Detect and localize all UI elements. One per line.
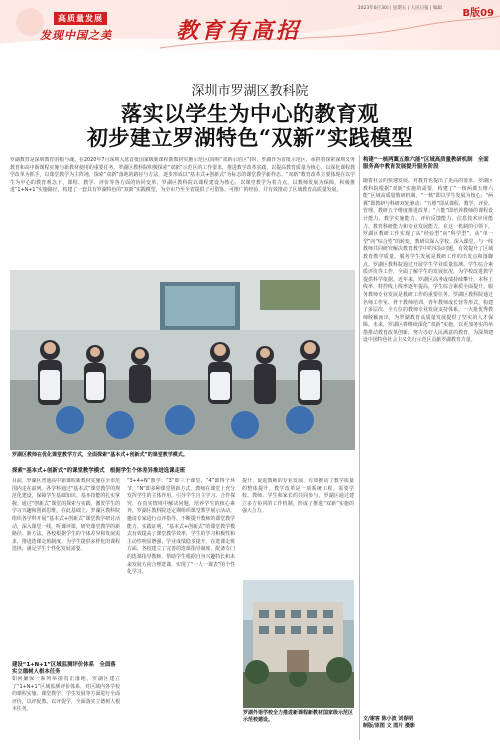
series-slogan: 发现中国之美 <box>40 29 112 42</box>
body-column-1: 目前，罗湖区普通高中新课程新教材实施在全市范围内走在前列。各学科通过“基本式”课堂教学的规范化建设，保障学生基础知识、基本技能的扎实掌握；通过“创新式”课堂的探索与实践，激发学生的学习兴趣和创新思维。在此基础上，罗湖区教科院组织各学科开展“基本式+创新式”课堂教学研讨活动，深入课堂一线，听课评课，研究课堂教学的新路径、新方法。各校根据学生的个体差异和发展需求，推进选课走班制度，为学生提供多样化的课程选择，满足学生个性化发展需要。 <box>12 478 120 553</box>
school-building-photo <box>243 580 354 708</box>
author-line-1: 文/谢客 陈小波 刘春明 <box>363 716 414 722</box>
author-credits <box>363 716 493 730</box>
article-kicker: 深圳市罗湖区教科院 <box>191 84 309 99</box>
page-number: B版09 <box>462 8 494 19</box>
classroom-photo-illustration <box>10 270 355 450</box>
column-divider <box>359 155 360 740</box>
headline-line-1: 落实以学生为中心的教育观 <box>121 101 379 126</box>
right-column-heading: 构建“一核两翼五维六能”区域高质量教研机制 全面服务高中教育发展提升服务阶段 <box>363 157 489 170</box>
classroom-photo <box>10 270 355 450</box>
author-line-2: 制版/原图 文 图片 摄影 <box>363 723 416 729</box>
section-title: 教育有高招 <box>176 18 302 44</box>
body-column-1-continued: 如何确保一系列举措真正落地，罗湖区建立了“1+N+1”区域监测评价体系，对区域内各学校的课程实施、课堂教学、学生发展等方面进行全面评价，以评促教、以评促学，全面落实立德树人根本任务。 <box>12 676 120 713</box>
right-column-body: 随着社会的快速发展，对教育也提出了更高的要求。罗湖区教科院根据“双新”实施的需要，构建了“一核两翼五维六能”区域高质量教研机制。“一核”即以学生发展为核心；“两翼”即教研与科研双轮驱动；“五维”即从课程、教学、评价、管理、教研五个维度推进改革；“六能”即培养教师的课程设计能力、教学实施能力、评价反馈能力、信息技术应用能力、教育科研能力和专业发展能力。在这一机制的引领下，罗湖区教研工作实现了从“经验型”向“科学型”、从“单一型”向“综合型”的转变。教研员深入学校、深入课堂，与一线教师共同研究解决教育教学中的实际问题，有效提升了区域教育教学质量。服务学生发展是教研工作的出发点和落脚点。罗湖区教科院通过开展学生学业质量监测、学生综合素质评价等工作，全面了解学生的发展状况，为学校改进教学提供科学依据。近年来，罗湖区高考成绩持续攀升，本科上线率、特控线上线率逐年提高，学生综合素质全面提升。服务教师专业发展是教研工作的重要任务。罗湖区教科院通过名师工作室、骨干教师培训、青年教师成长营等形式，构建了多层次、全方位的教师专业发展支持体系，一大批优秀教师脱颖而出，为罗湖教育高质量发展提供了坚实的人才保障。未来，罗湖区将继续深化“双新”实施，以更加务实的举措推动教育改革创新，努力办好人民满意的教育，为深圳建设中国特色社会主义先行示范区贡献罗湖教育力量。 <box>363 178 493 344</box>
section-heading-evaluation-system: 建设“1+N+1”区域监测评价体系 全面落实立德树人根本任务 <box>12 662 116 675</box>
school-building-photo-caption: 罗湖外语学校全力推进新课程新教材国家级示范区示范校建设。 <box>243 710 354 723</box>
page-banner <box>0 0 500 50</box>
body-column-2: “3+4+N”教学：“3”即三个课堂，“4”即四个环节，“N”即多种课堂创新方式。教师在课堂上充分发挥学生的主体作用，引导学生自主学习、合作探究，在真实情境中解决问题，培养学生的核心素养。罗湖区教科院还定期组织课堂教学展示活动，邀请专家进行点评指导，不断提升教师的课堂教学能力。实践证明，“基本式+创新式”的课堂教学模式有效提高了课堂教学效率，学生的学习积极性和主动性明显增强，学业成绩稳步提升。在选课走班方面，各校建立了完善的选课指导制度，配备专门的选课指导教师，帮助学生根据自身兴趣特长和未来发展方向合理选课，实现了“一人一课表”的个性化学习。 <box>127 478 235 576</box>
section-heading-classroom-model: 探索“基本式+创新式”的课堂教学模式 根据学生个体差异推进选课走班 <box>12 468 186 474</box>
issue-meta: 2023年6月30日 星期五 | 人民日报 | 编辑 <box>357 6 442 11</box>
series-tag: 高质量发展 <box>54 12 107 25</box>
body-column-3: 提升，促进教师的专业发展，有效推动了教学质量的整体提升。教学改革是一项系统工程，需要学校、教师、学生和家长的共同参与。罗湖区通过建立多方协同的工作机制，形成了推进“双新”实施的强大合力。 <box>242 478 354 515</box>
headline-line-2: 初步建立罗湖特色“双新”实践模型 <box>86 125 414 150</box>
intro-paragraph: 罗湖教育是深圳教育的根与魂。在2020年7月深圳入选首批国家级新课程新教材实施示范区(简称“双新示范区”)时，罗湖作为首批示范区，承担着探索深圳义务教育和高中新课程实施与新教材使用的重要任务。罗湖区教科院积极探索“双新”示范区的工作要求，推进教学改革实践，以提高教育质量为核心，以深化课程教学改革为抓手，以课堂教学为主阵地，探索“双新”落地的路径与方法，逐步形成以“基本式+创新式”为标志的课堂教学新样态。“双新”教育改革主要体现在以学生为中心的教育观念下，课程、教学、评价等各方面的协同变革。罗湖区教科院以课程建设为核心，以课堂教学为着力点，以教师发展为保障，积极推进“1+N+1”实施路径，构建了一套具有罗湖特色的“双新”实践模型，为全市乃至全省提供了可借鉴、可推广的经验，并有效推动了区域教育高质量发展。 <box>10 157 355 194</box>
classroom-photo-caption: 罗湖区教师在优化课堂教学方式，全面探索“基本式+创新式”的课堂教学模式。 <box>12 452 188 458</box>
school-building-illustration <box>243 580 354 708</box>
